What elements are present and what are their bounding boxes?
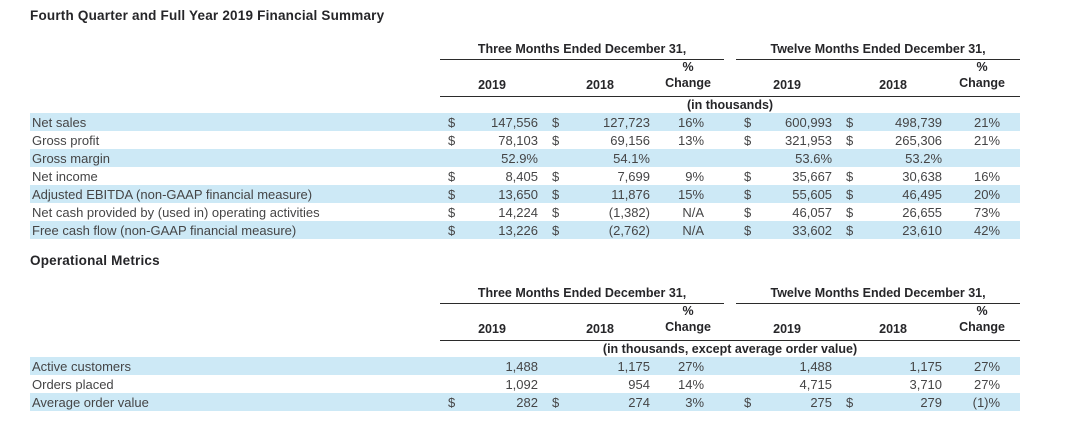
dollar-sign-twelve-months-2019: $	[744, 186, 752, 202]
table-row	[30, 149, 1020, 167]
column-gap	[724, 393, 736, 411]
value-twelve-months-2019: 55,605	[792, 186, 833, 202]
pct-change-three-months: 13%	[678, 132, 705, 148]
value-three-months-2018: (1,382)	[608, 204, 650, 220]
group-gap	[724, 303, 736, 340]
col-header-2019-three-months: 2019	[440, 59, 544, 96]
pct-change-twelve-months: 21%	[974, 114, 1001, 130]
value-twelve-months-2018: 26,655	[902, 204, 943, 220]
value-three-months-2019: 14,224	[498, 204, 538, 220]
dollar-sign-three-months-2019	[440, 375, 460, 393]
col-header-pct-change-three-months	[656, 59, 724, 96]
row-label: Net income	[32, 168, 98, 184]
pct-change-twelve-months: 16%	[974, 168, 1001, 184]
dollar-sign-twelve-months-2019	[736, 357, 756, 375]
value-three-months-2018: 69,156	[610, 132, 650, 148]
pct-change-three-months	[656, 149, 724, 167]
dollar-sign-twelve-months-2019: $	[744, 222, 752, 238]
dollar-sign-three-months-2018	[544, 149, 572, 167]
row-label: Active customers	[32, 358, 131, 374]
pct-change-twelve-months: 42%	[974, 222, 1001, 238]
dollar-sign-twelve-months-2019	[736, 375, 756, 393]
dollar-sign-three-months-2019: $	[448, 204, 456, 220]
col-header-pct-change-twelve-months	[948, 59, 1020, 96]
pct-change-twelve-months	[948, 149, 1020, 167]
dollar-sign-twelve-months-2019: $	[744, 132, 752, 148]
dollar-sign-twelve-months-2019: $	[744, 168, 752, 184]
pct-change-three-months: 16%	[678, 114, 705, 130]
header-spacer	[30, 96, 440, 113]
operational-table-header	[30, 285, 1020, 357]
column-header-row	[30, 59, 1020, 96]
value-three-months-2018: 954	[628, 376, 650, 392]
dollar-sign-twelve-months-2018	[838, 357, 866, 375]
pct-change-three-months: 27%	[678, 358, 705, 374]
page-title: Fourth Quarter and Full Year 2019 Financial Summary	[30, 8, 385, 23]
value-three-months-2019: 13,650	[498, 186, 538, 202]
dollar-sign-twelve-months-2019: $	[744, 394, 752, 410]
dollar-sign-twelve-months-2018: $	[846, 204, 854, 220]
pct-symbol: %	[682, 60, 694, 75]
section-title-operational-metrics: Operational Metrics	[30, 253, 160, 268]
value-three-months-2018: 54.1%	[613, 150, 650, 166]
dollar-sign-twelve-months-2018: $	[846, 222, 854, 238]
dollar-sign-three-months-2018: $	[552, 204, 560, 220]
dollar-sign-three-months-2018	[544, 357, 572, 375]
value-twelve-months-2018: 53.2%	[905, 150, 943, 166]
column-gap	[724, 131, 736, 149]
row-label: Average order value	[32, 394, 149, 410]
group-gap	[724, 41, 736, 59]
col-header-2018-twelve-months: 2018	[838, 303, 948, 340]
value-three-months-2019: 147,556	[491, 114, 538, 130]
financial-table-header	[30, 41, 1020, 113]
row-label: Adjusted EBITDA (non-GAAP financial measure)	[32, 186, 313, 202]
table-units-note: (in thousands, except average order value)	[602, 342, 858, 357]
table-units-note: (in thousands)	[686, 98, 774, 113]
value-twelve-months-2019: 1,488	[799, 358, 833, 374]
header-spacer	[30, 59, 440, 96]
dollar-sign-three-months-2019: $	[448, 114, 456, 130]
dollar-sign-twelve-months-2018: $	[846, 186, 854, 202]
change-label: Change	[665, 319, 711, 334]
value-twelve-months-2019: 33,602	[792, 222, 833, 238]
col-header-2019-twelve-months: 2019	[736, 303, 838, 340]
pct-change-twelve-months: 21%	[974, 132, 1001, 148]
value-twelve-months-2018: 23,610	[902, 222, 943, 238]
dollar-sign-twelve-months-2018: $	[846, 394, 854, 410]
column-gap	[724, 203, 736, 221]
value-three-months-2018: 1,175	[617, 358, 650, 374]
value-twelve-months-2019: 46,057	[792, 204, 833, 220]
pct-change-twelve-months: 20%	[974, 186, 1001, 202]
dollar-sign-three-months-2019: $	[448, 186, 456, 202]
note-row	[30, 340, 1020, 357]
value-twelve-months-2018: 46,495	[902, 186, 943, 202]
value-three-months-2018: (2,762)	[608, 222, 650, 238]
value-twelve-months-2018: 1,175	[909, 358, 943, 374]
col-group-three-months: Three Months Ended December 31,	[440, 41, 724, 59]
value-twelve-months-2019: 35,667	[792, 168, 833, 184]
table-row	[30, 221, 1020, 239]
header-spacer	[30, 41, 440, 59]
table-row	[30, 393, 1020, 411]
pct-change-twelve-months: 73%	[974, 204, 1001, 220]
operational-table-body	[30, 357, 1020, 411]
operational-metrics-table	[30, 285, 1020, 411]
header-spacer	[30, 340, 440, 357]
group-gap	[724, 285, 736, 303]
value-twelve-months-2019: 600,993	[785, 114, 833, 130]
pct-change-three-months: 3%	[685, 394, 705, 410]
col-group-twelve-months: Twelve Months Ended December 31,	[736, 41, 1020, 59]
value-twelve-months-2018: 265,306	[895, 132, 943, 148]
col-group-twelve-months: Twelve Months Ended December 31,	[736, 285, 1020, 303]
pct-symbol: %	[976, 60, 988, 75]
dollar-sign-three-months-2019: $	[448, 168, 456, 184]
value-twelve-months-2018: 498,739	[895, 114, 943, 130]
change-label: Change	[959, 75, 1005, 90]
group-header-row	[30, 285, 1020, 303]
pct-change-twelve-months: 27%	[974, 376, 1001, 392]
dollar-sign-three-months-2019	[440, 357, 460, 375]
pct-change-three-months: 9%	[685, 168, 705, 184]
dollar-sign-three-months-2018: $	[552, 132, 560, 148]
pct-change-three-months: N/A	[682, 204, 705, 220]
table-row	[30, 375, 1020, 393]
column-gap	[724, 375, 736, 393]
value-three-months-2018: 127,723	[603, 114, 650, 130]
pct-symbol: %	[682, 304, 694, 319]
value-twelve-months-2019: 4,715	[799, 376, 833, 392]
column-gap	[724, 185, 736, 203]
dollar-sign-three-months-2018: $	[552, 222, 560, 238]
row-label: Net sales	[32, 114, 87, 130]
row-label: Net cash provided by (used in) operating activities	[32, 204, 320, 220]
dollar-sign-twelve-months-2019: $	[744, 114, 752, 130]
value-three-months-2019: 78,103	[498, 132, 538, 148]
financial-summary-table	[30, 41, 1020, 239]
value-twelve-months-2018: 30,638	[902, 168, 943, 184]
value-three-months-2019: 1,488	[505, 358, 538, 374]
column-gap	[724, 149, 736, 167]
value-three-months-2019: 13,226	[498, 222, 538, 238]
change-label: Change	[665, 75, 711, 90]
col-header-2018-three-months: 2018	[544, 59, 656, 96]
dollar-sign-twelve-months-2018	[838, 149, 866, 167]
pct-change-three-months: 14%	[678, 376, 705, 392]
col-header-2019-three-months: 2019	[440, 303, 544, 340]
column-gap	[724, 167, 736, 185]
row-label: Free cash flow (non-GAAP financial measure)	[32, 222, 297, 238]
financial-table-body	[30, 113, 1020, 239]
column-gap	[724, 357, 736, 375]
value-three-months-2018: 11,876	[611, 186, 650, 202]
col-header-2018-three-months: 2018	[544, 303, 656, 340]
col-header-2018-twelve-months: 2018	[838, 59, 948, 96]
table-row	[30, 357, 1020, 375]
value-twelve-months-2018: 3,710	[909, 376, 943, 392]
change-label: Change	[959, 319, 1005, 334]
dollar-sign-three-months-2019: $	[448, 132, 456, 148]
group-header-row	[30, 41, 1020, 59]
table-row	[30, 167, 1020, 185]
dollar-sign-twelve-months-2018	[838, 375, 866, 393]
dollar-sign-three-months-2018: $	[552, 168, 560, 184]
pct-change-three-months: N/A	[682, 222, 705, 238]
dollar-sign-twelve-months-2018: $	[846, 132, 854, 148]
table-row	[30, 203, 1020, 221]
dollar-sign-three-months-2018	[544, 375, 572, 393]
value-three-months-2019: 282	[516, 394, 538, 410]
note-row	[30, 96, 1020, 113]
dollar-sign-three-months-2019	[440, 149, 460, 167]
value-twelve-months-2018: 279	[920, 394, 943, 410]
col-header-pct-change-three-months	[656, 303, 724, 340]
value-three-months-2018: 7,699	[617, 168, 650, 184]
value-three-months-2018: 274	[628, 394, 650, 410]
table-row	[30, 185, 1020, 203]
column-gap	[724, 113, 736, 131]
dollar-sign-twelve-months-2019	[736, 149, 756, 167]
group-gap	[724, 59, 736, 96]
value-three-months-2019: 52.9%	[501, 150, 538, 166]
pct-symbol: %	[976, 304, 988, 319]
pct-change-three-months: 15%	[678, 186, 705, 202]
row-label: Gross margin	[32, 150, 111, 166]
header-spacer	[30, 285, 440, 303]
value-twelve-months-2019: 275	[810, 394, 833, 410]
dollar-sign-three-months-2019: $	[448, 222, 456, 238]
value-twelve-months-2019: 321,953	[785, 132, 833, 148]
dollar-sign-three-months-2018: $	[552, 394, 560, 410]
row-label: Gross profit	[32, 132, 100, 148]
col-header-2019-twelve-months: 2019	[736, 59, 838, 96]
value-twelve-months-2019: 53.6%	[795, 150, 833, 166]
table-row	[30, 113, 1020, 131]
header-spacer	[30, 303, 440, 340]
value-three-months-2019: 8,405	[505, 168, 538, 184]
table-row	[30, 131, 1020, 149]
dollar-sign-twelve-months-2018: $	[846, 114, 854, 130]
dollar-sign-three-months-2018: $	[552, 114, 560, 130]
row-label: Orders placed	[32, 376, 114, 392]
dollar-sign-twelve-months-2018: $	[846, 168, 854, 184]
dollar-sign-three-months-2018: $	[552, 186, 560, 202]
value-three-months-2019: 1,092	[505, 376, 538, 392]
pct-change-twelve-months: 27%	[974, 358, 1001, 374]
col-header-pct-change-twelve-months	[948, 303, 1020, 340]
column-gap	[724, 221, 736, 239]
dollar-sign-three-months-2019: $	[448, 394, 456, 410]
col-group-three-months: Three Months Ended December 31,	[440, 285, 724, 303]
dollar-sign-twelve-months-2019: $	[744, 204, 752, 220]
column-header-row	[30, 303, 1020, 340]
pct-change-twelve-months: (1)%	[972, 394, 1001, 410]
